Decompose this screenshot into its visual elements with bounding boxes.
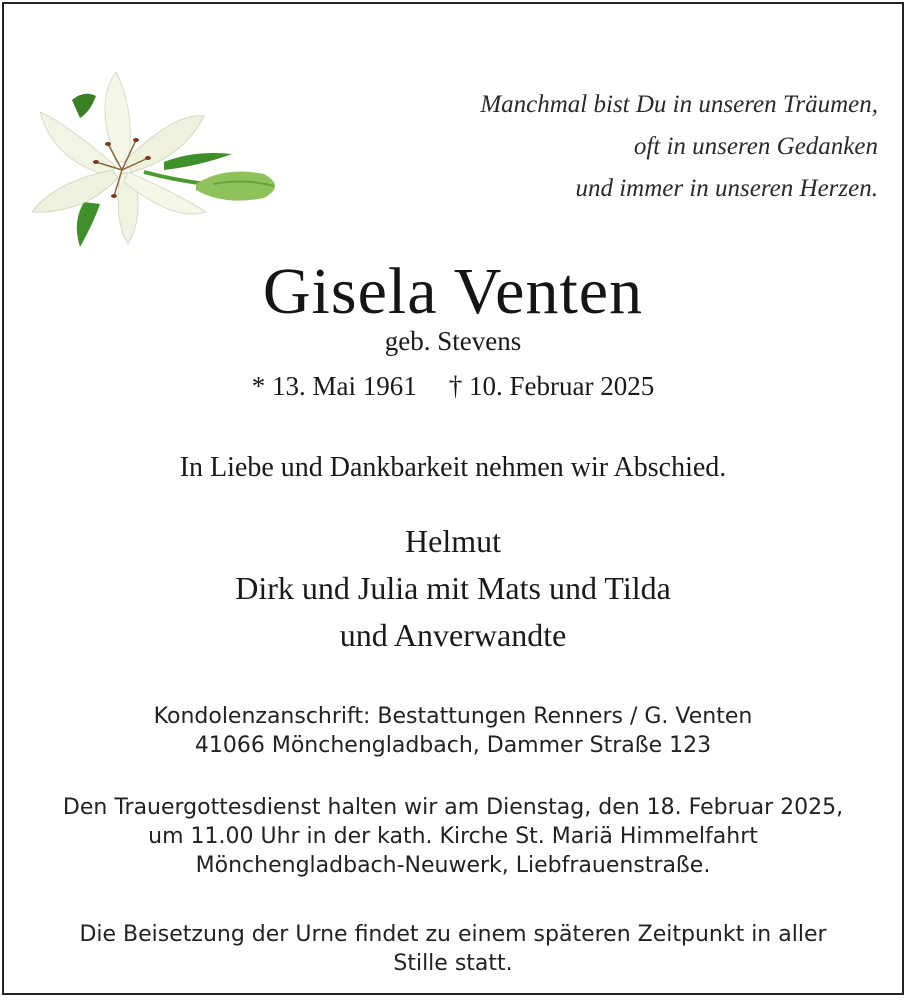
birth-date: * 13. Mai 1961 — [251, 371, 417, 401]
service-line: um 11.00 Uhr in der kath. Kirche St. Mariä Himmelfahrt — [148, 824, 758, 849]
service-info — [4, 793, 902, 880]
mourners-list — [4, 518, 902, 659]
mourner-line: Helmut — [405, 523, 501, 559]
lily-flower-icon — [24, 62, 289, 252]
poem — [480, 84, 878, 210]
mourner-line: und Anverwandte — [339, 617, 567, 653]
farewell-text: In Liebe und Dankbarkeit nehmen wir Abschied. — [179, 452, 727, 483]
maiden-name: geb. Stevens — [384, 326, 522, 356]
poem-line: Manchmal bist Du in unseren Träumen, — [480, 91, 878, 118]
mourner-line: Dirk und Julia mit Mats und Tilda — [235, 570, 671, 606]
condolence-address — [4, 702, 902, 760]
burial-line: Die Beisetzung der Urne findet zu einem späteren Zeitpunkt in aller — [79, 922, 827, 947]
burial-line: Stille statt. — [393, 951, 513, 976]
burial-info — [4, 920, 902, 978]
death-date: † 10. Februar 2025 — [448, 371, 655, 401]
condolence-line: Kondolenzanschrift: Bestattungen Renners / G. Venten — [153, 704, 753, 729]
condolence-line: 41066 Mönchengladbach, Dammer Straße 123 — [194, 733, 712, 758]
poem-line: oft in unseren Gedanken — [633, 133, 878, 160]
service-line: Mönchengladbach-Neuwerk, Liebfrauenstraße. — [195, 853, 711, 878]
life-dates — [4, 368, 902, 404]
obituary-card — [2, 2, 904, 995]
service-line: Den Trauergottesdienst halten wir am Dienstag, den 18. Februar 2025, — [62, 795, 844, 820]
poem-line: und immer in unseren Herzen. — [575, 175, 878, 202]
deceased-name: Gisela Venten — [262, 255, 644, 328]
